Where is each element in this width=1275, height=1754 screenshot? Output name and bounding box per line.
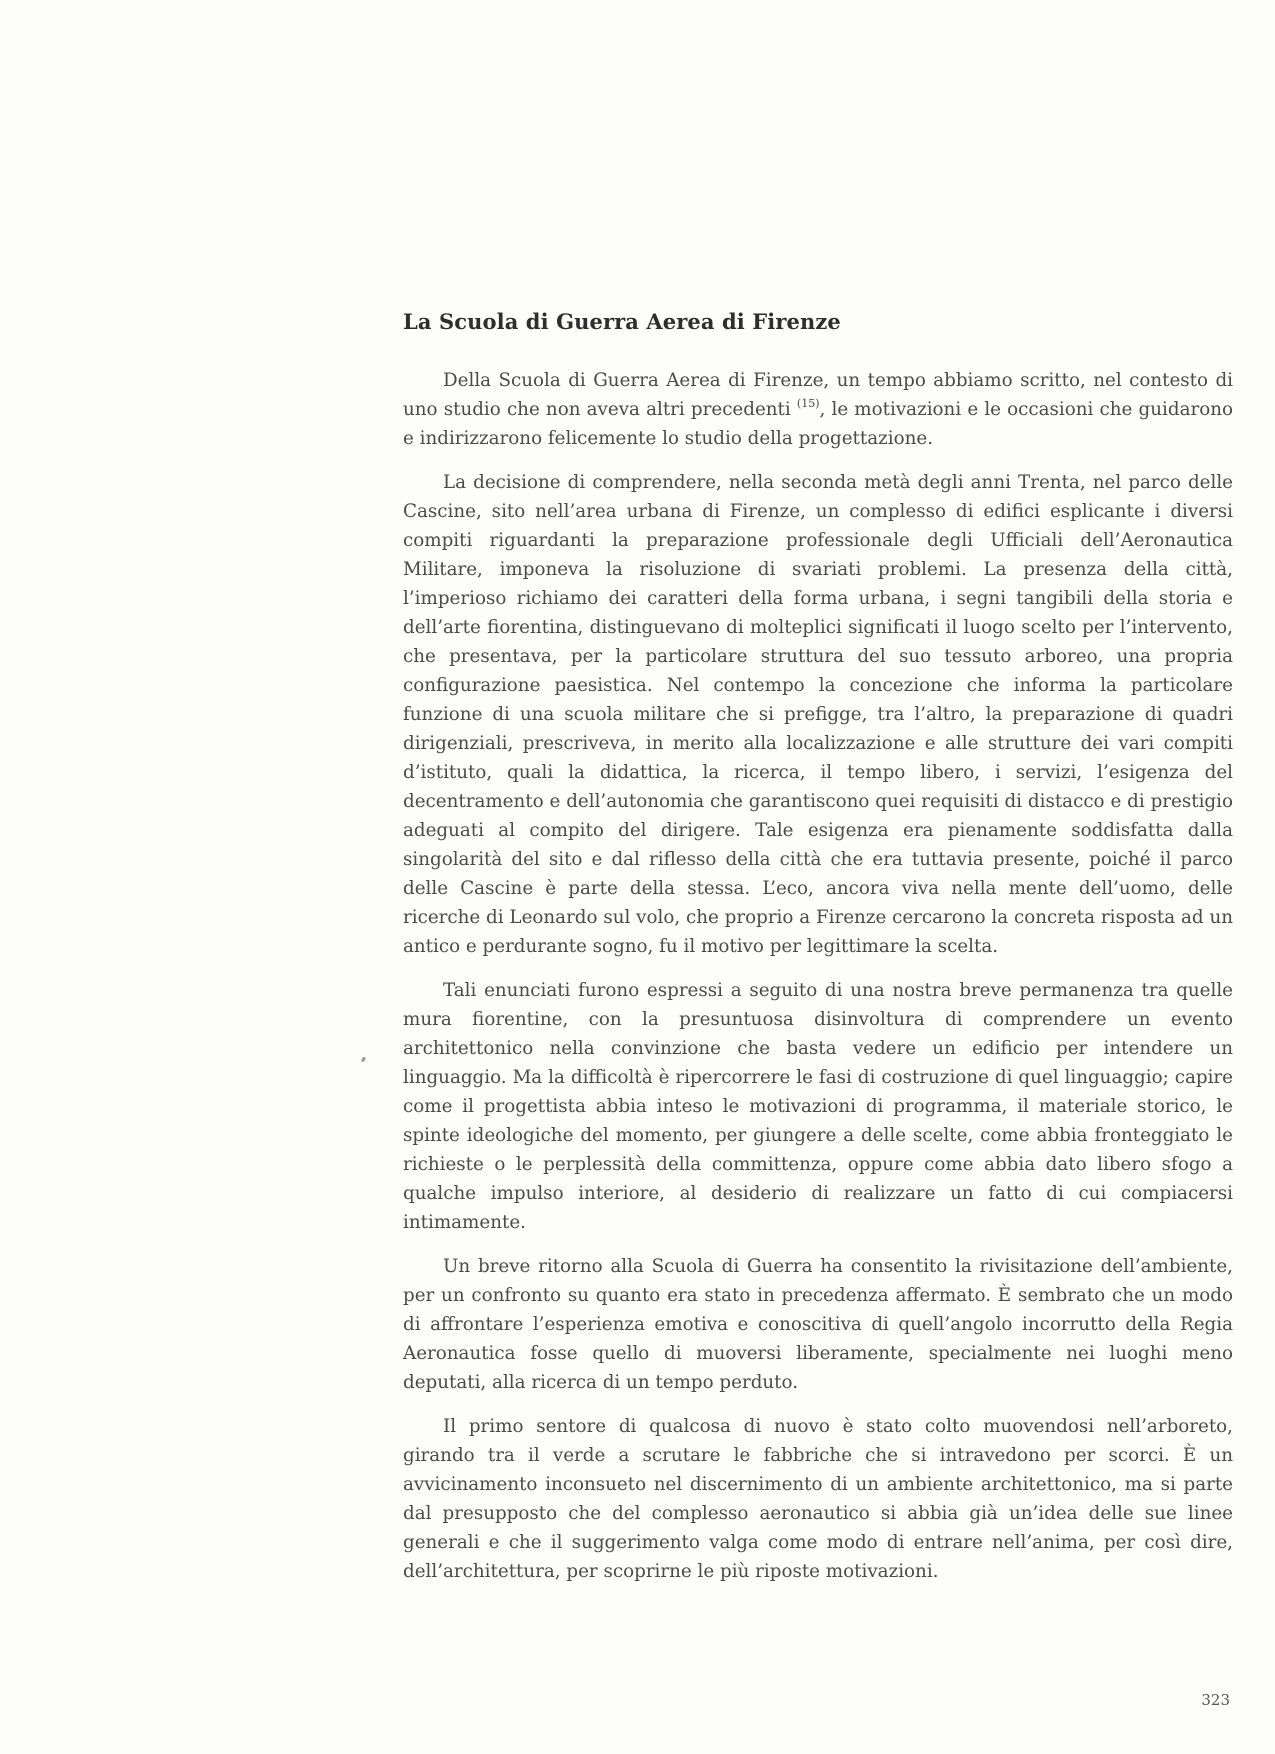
paragraph-1-text-end: , le motivazioni e le occasioni che guidarono e indirizzarono felicemente lo studio della progettazione. — [403, 399, 1233, 449]
footnote-reference[interactable]: (15) — [796, 397, 820, 410]
scan-speck — [361, 1057, 366, 1063]
paragraph-2: La decisione di comprendere, nella seconda metà degli anni Trenta, nel parco delle Cascine, sito nell’area urbana di Firenze, un complesso di edifici esplicante i diversi compiti riguardanti la preparazione professionale degli Ufficiali dell’Aeronautica Militare, imponeva la risoluzione di svariati problemi. La presenza della città, l’imperioso richiamo dei caratteri della forma urbana, i segni tangibili della storia e dell’arte fiorentina, distinguevano di molteplici significati il luogo scelto per l’intervento, che presentava, per la particolare struttura del suo tessuto arboreo, una propria configurazione paesistica. Nel contempo la concezione che informa la particolare funzione di una scuola militare che si prefigge, tra l’altro, la preparazione di quadri dirigenziali, prescriveva, in merito alla localizzazione e alle strutture dei vari compiti d’istituto, quali la didattica, la ricerca, il tempo libero, i servizi, l’esigenza del decentramento e dell’autonomia che garantiscono quei requisiti di distacco e di prestigio adeguati al compito del dirigere. Tale esigenza era pienamente soddisfatta dalla singolarità del sito e dal riflesso della città che era tuttavia presente, poiché il parco delle Cascine è parte della stessa. L’eco, ancora viva nella mente dell’uomo, delle ricerche di Leonardo sul volo, che proprio a Firenze cercarono la concreta risposta ad un antico e perdurante sogno, fu il motivo per legittimare la scelta. — [403, 472, 1233, 957]
paragraph-5: Il primo sentore di qualcosa di nuovo è stato colto muovendosi nell’arboreto, girando tra il verde a scrutare le fabbriche che si intravedono per scorci. È un avvicinamento inconsueto nel discernimento di un ambiente architettonico, ma si parte dal presupposto che del complesso aeronautico si abbia già un’idea delle sue linee generali e che il suggerimento valga come modo di entrare nell’anima, per così dire, dell’architettura, per scoprirne le più riposte motivazioni. — [403, 1416, 1233, 1582]
section-heading: La Scuola di Guerra Aerea di Firenze — [403, 309, 841, 334]
page-number: 323 — [1201, 1691, 1230, 1709]
paragraph-1-text-start: Della Scuola di Guerra Aerea di Firenze, un tempo abbiamo scritto, nel contesto di uno studio che non aveva altri precedenti — [403, 370, 1233, 420]
paragraph-3: Tali enunciati furono espressi a seguito di una nostra breve permanenza tra quelle mura fiorentine, con la presuntuosa disinvoltura di comprendere un evento architettonico nella convinzione che basta vedere un edificio per intendere un linguaggio. Ma la difficoltà è ripercorrere le fasi di costruzione di quel linguaggio; capire come il progettista abbia inteso le motivazioni di programma, il materiale storico, le spinte ideologiche del momento, per giungere a delle scelte, come abbia fronteggiato le richieste o le perplessità della committenza, oppure come abbia dato libero sfogo a qualche impulso interiore, al desiderio di realizzare un fatto di cui compiacersi intimamente. — [403, 980, 1233, 1233]
paragraph-1 — [403, 366, 1233, 453]
body-text — [403, 366, 1233, 1601]
paragraph-4: Un breve ritorno alla Scuola di Guerra ha consentito la rivisitazione dell’ambiente, per un confronto su quanto era stato in precedenza affermato. È sembrato che un modo di affrontare l’esperienza emotiva e conoscitiva di quell’angolo incorrutto della Regia Aeronautica fosse quello di muoversi liberamente, specialmente nei luoghi meno deputati, alla ricerca di un tempo perduto. — [403, 1256, 1233, 1393]
